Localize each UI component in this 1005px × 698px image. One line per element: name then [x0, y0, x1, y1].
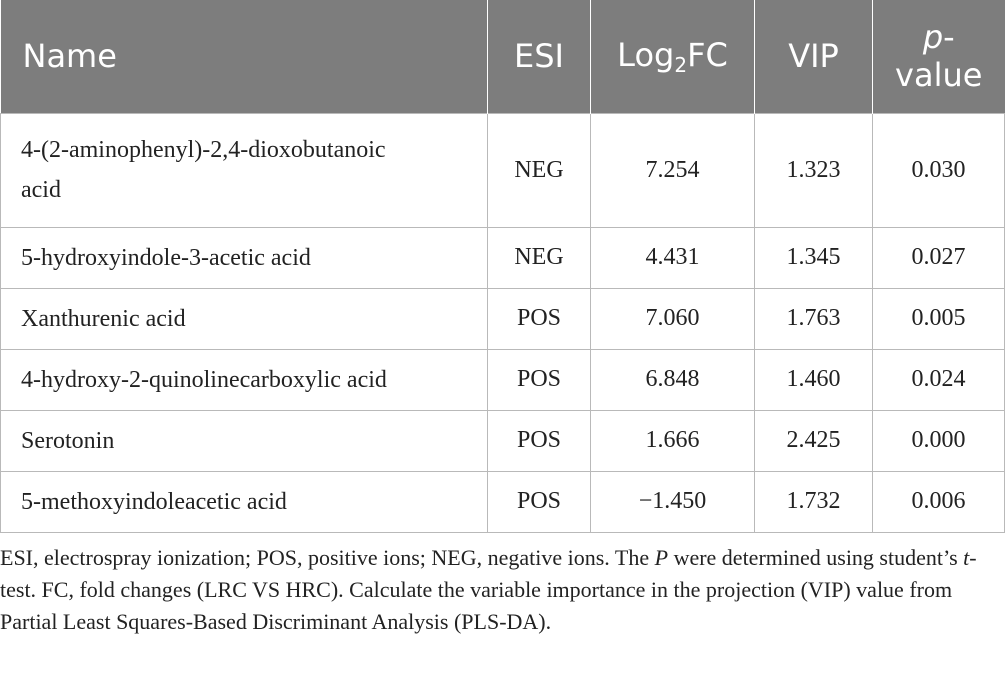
- header-log2fc-subscript: 2: [674, 52, 688, 77]
- cell-vip: 2.425: [755, 410, 873, 471]
- header-p-value: [873, 0, 1005, 113]
- cell-p-value: 0.024: [873, 349, 1005, 410]
- header-log2fc: [591, 0, 755, 113]
- cell-esi: NEG: [488, 227, 591, 288]
- cell-esi: POS: [488, 471, 591, 532]
- header-p-dash: -: [943, 18, 955, 57]
- footnote-t-italic: t: [963, 545, 970, 570]
- header-log2fc-suffix: FC: [687, 35, 728, 74]
- header-p-rest: value: [895, 56, 983, 95]
- cell-vip: 1.323: [755, 113, 873, 227]
- cell-log2fc: 1.666: [591, 410, 755, 471]
- cell-name-line2: acid: [21, 177, 61, 203]
- table-row: [1, 113, 1005, 227]
- header-vip: VIP: [755, 0, 873, 113]
- cell-log2fc: 4.431: [591, 227, 755, 288]
- cell-name: 5-hydroxyindole-3-acetic acid: [1, 227, 488, 288]
- cell-name: Xanthurenic acid: [1, 288, 488, 349]
- cell-name-line1: 4-(2-aminophenyl)-2,4-dioxobutanoic: [21, 137, 386, 163]
- cell-log2fc: 7.254: [591, 113, 755, 227]
- footnote-part3: -test. FC, fold changes (LRC VS HRC). Calculate the variable importance in the projection (VIP) value from Partial Least Squares-Based Discriminant Analysis (PLS-DA).: [0, 545, 977, 634]
- header-log2fc-prefix: Log: [617, 35, 675, 74]
- table-header: [1, 0, 1005, 113]
- cell-esi: NEG: [488, 113, 591, 227]
- cell-vip: 1.763: [755, 288, 873, 349]
- table-body: [1, 113, 1005, 532]
- cell-esi: POS: [488, 288, 591, 349]
- cell-p-value: 0.005: [873, 288, 1005, 349]
- footnote-part2: were determined using student’s: [668, 545, 964, 570]
- cell-name: Serotonin: [1, 410, 488, 471]
- cell-p-value: 0.006: [873, 471, 1005, 532]
- table-footnote: [0, 542, 1000, 638]
- cell-esi: POS: [488, 349, 591, 410]
- cell-p-value: 0.000: [873, 410, 1005, 471]
- cell-vip: 1.345: [755, 227, 873, 288]
- cell-vip: 1.460: [755, 349, 873, 410]
- cell-name: 4-hydroxy-2-quinolinecarboxylic acid: [1, 349, 488, 410]
- header-row: [1, 0, 1005, 113]
- table-row: [1, 227, 1005, 288]
- header-esi: ESI: [488, 0, 591, 113]
- table-row: [1, 410, 1005, 471]
- cell-name: 5-methoxyindoleacetic acid: [1, 471, 488, 532]
- cell-p-value: 0.027: [873, 227, 1005, 288]
- cell-log2fc: 7.060: [591, 288, 755, 349]
- cell-name: [1, 113, 488, 227]
- footnote-part1: ESI, electrospray ionization; POS, positive ions; NEG, negative ions. The: [0, 545, 655, 570]
- cell-log2fc: 6.848: [591, 349, 755, 410]
- cell-p-value: 0.030: [873, 113, 1005, 227]
- footnote-p-italic: P: [654, 545, 669, 570]
- header-name: Name: [22, 37, 117, 76]
- header-p-italic: p: [922, 18, 944, 57]
- cell-vip: 1.732: [755, 471, 873, 532]
- table-row: [1, 288, 1005, 349]
- cell-log2fc: −1.450: [591, 471, 755, 532]
- cell-esi: POS: [488, 410, 591, 471]
- table-row: [1, 349, 1005, 410]
- table-row: [1, 471, 1005, 532]
